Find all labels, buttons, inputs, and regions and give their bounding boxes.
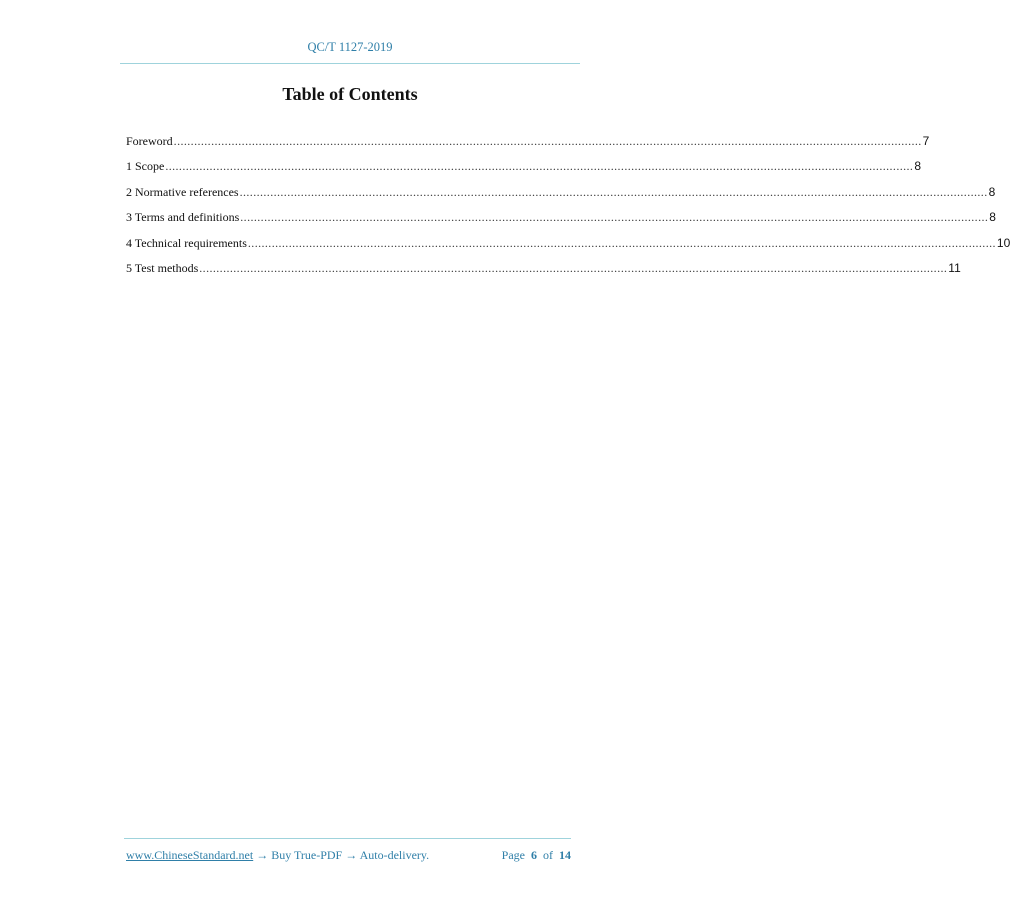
header-divider xyxy=(120,63,580,64)
dot-leader: ............................................................................................................................................................................................................................ xyxy=(165,159,914,174)
toc-entry-page: 8 xyxy=(914,159,922,174)
arrow-right-icon: → xyxy=(253,848,272,862)
header-standard-code: QC/T 1127-2019 xyxy=(307,40,393,54)
toc-entry-terms-and-definitions[interactable] xyxy=(126,208,996,233)
toc-entry-label: Foreword xyxy=(126,134,173,148)
auto-delivery-text: Auto-delivery. xyxy=(359,848,430,862)
footer-promo xyxy=(126,848,429,863)
toc-entry-page: 8 xyxy=(988,184,996,199)
dot-leader: ............................................................................................................................................................................................................................ xyxy=(239,184,988,199)
page-of-label: of xyxy=(543,848,553,862)
page-label: Page xyxy=(501,848,525,862)
page-total: 14 xyxy=(559,848,571,862)
dot-leader: ............................................................................................................................................................................................................................ xyxy=(247,235,996,250)
toc-entry-page: 8 xyxy=(989,210,996,225)
toc-entry-label: 5 Test methods xyxy=(126,260,199,275)
toc-entry-test-methods[interactable] xyxy=(126,259,961,284)
toc-entry-label: 4 Technical requirements xyxy=(126,235,247,250)
toc-entry-normative-references[interactable] xyxy=(126,183,996,208)
buy-true-pdf-text: Buy True-PDF xyxy=(271,848,343,862)
footer-divider xyxy=(124,838,571,839)
toc-entry-label: 3 Terms and definitions xyxy=(126,210,240,225)
toc-entry-foreword[interactable] xyxy=(126,132,930,157)
page-current: 6 xyxy=(531,848,537,862)
toc-entry-page: 10 xyxy=(996,235,1010,250)
toc-entry-technical-requirements[interactable] xyxy=(126,234,1010,259)
arrow-right-icon: → xyxy=(342,848,360,862)
toc-entry-page: 7 xyxy=(922,134,930,148)
dot-leader: ............................................................................................................................................................................................................................ xyxy=(240,210,989,225)
toc-entry-label: 2 Normative references xyxy=(126,184,239,199)
dot-leader: ............................................................................................................................................................................................................................ xyxy=(199,260,948,275)
dot-leader: ............................................................................................................................................................................................................................ xyxy=(173,134,922,148)
toc-entry-label: 1 Scope xyxy=(126,159,165,174)
website-link[interactable]: www.ChineseStandard.net xyxy=(126,848,254,862)
page-number xyxy=(502,848,571,863)
toc-list xyxy=(126,132,1010,284)
toc-entry-scope[interactable] xyxy=(126,157,922,182)
toc-entry-page: 11 xyxy=(948,260,961,275)
page-title: Table of Contents xyxy=(282,84,418,104)
